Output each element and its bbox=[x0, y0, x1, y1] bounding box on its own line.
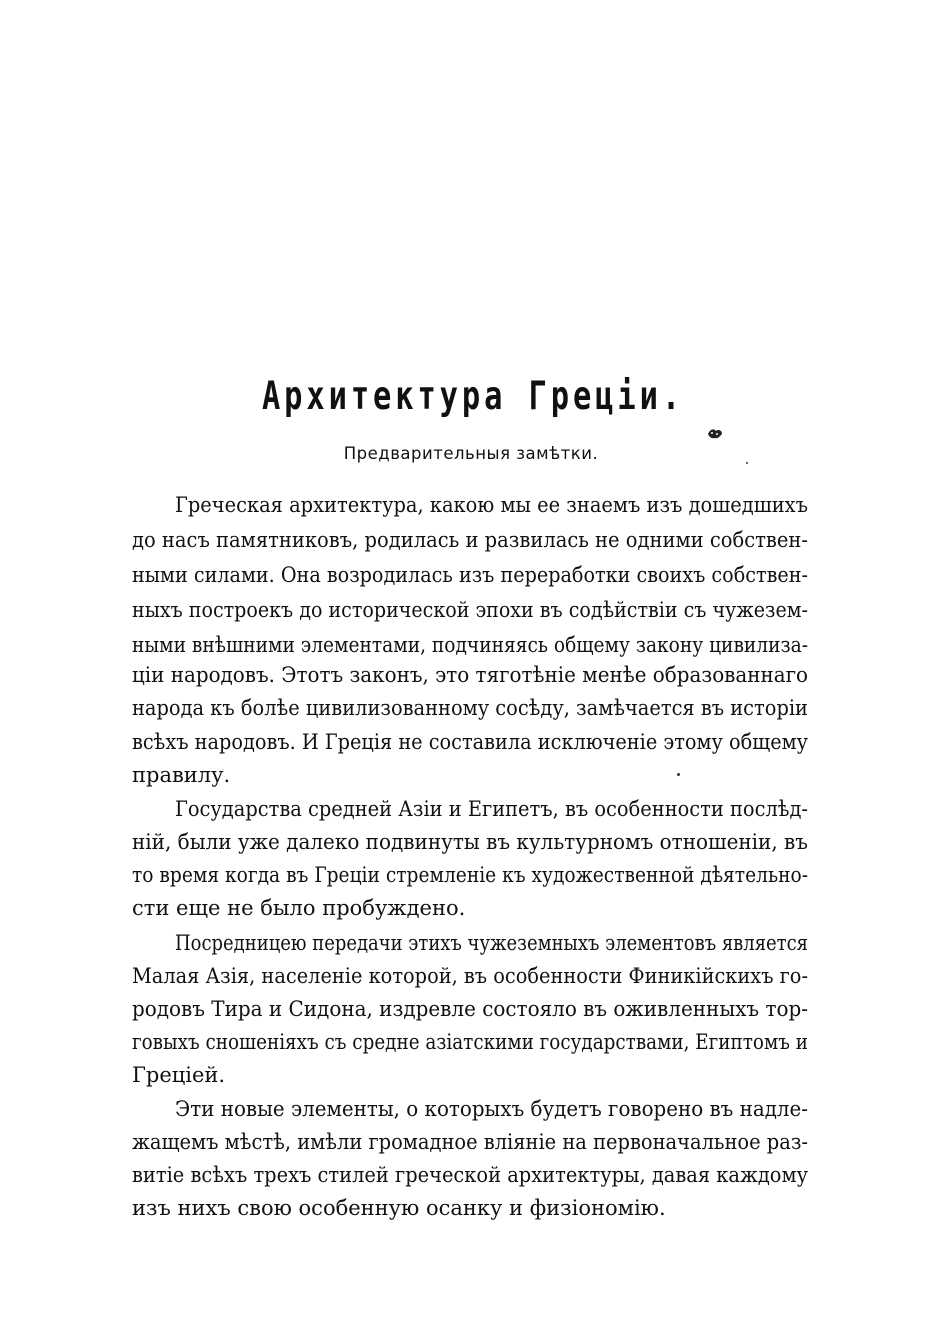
text-line: ній, были уже далеко подвинуты въ культурномъ отношеніи, въ bbox=[132, 830, 808, 854]
text-line: всѣхъ народовъ. И Греція не составила исключеніе этому общему bbox=[132, 730, 808, 754]
text-line: Посредницею передачи этихъ чужеземныхъ элементовъ является bbox=[175, 931, 808, 955]
text-line: Государства средней Азіи и Египетъ, въ особенности послѣд- bbox=[175, 797, 808, 821]
text-line: изъ нихъ свою особенную осанку и физіономію. bbox=[132, 1196, 666, 1220]
printer-ornament-icon bbox=[706, 427, 724, 441]
page-title: Архитектура Греціи. bbox=[261, 374, 685, 419]
text-line: ными внѣшними элементами, подчиняясь общему закону цивилиза- bbox=[132, 633, 808, 657]
text-line: ныхъ построекъ до исторической эпохи въ содѣйствіи съ чужезем- bbox=[132, 598, 808, 622]
text-line: сти еще не было пробуждено. bbox=[132, 896, 466, 920]
text-line: Греческая архитектура, какою мы ее знаемъ изъ дошедшихъ bbox=[175, 493, 808, 517]
text-line: Греціей. bbox=[132, 1063, 226, 1087]
text-line: то время когда въ Греціи стремленіе къ художественной дѣятельно- bbox=[132, 863, 808, 887]
text-line: Малая Азія, населеніе которой, въ особенности Финикійскихъ го- bbox=[132, 964, 808, 988]
text-line: народа къ болѣе цивилизованному сосѣду, замѣчается въ исторіи bbox=[132, 696, 808, 720]
text-line: Эти новые элементы, о которыхъ будетъ говорено въ надле- bbox=[175, 1097, 808, 1121]
text-line: родовъ Тира и Сидона, издревле состояло въ оживленныхъ тор- bbox=[132, 997, 808, 1021]
text-line: правилу. bbox=[132, 763, 231, 787]
text-line: ными силами. Она возродилась изъ переработки своихъ собствен- bbox=[132, 563, 808, 587]
page-subtitle: Предварительныя замѣтки. bbox=[343, 444, 599, 463]
text-line: говыхъ сношеніяхъ съ средне азіатскими государствами, Египтомъ и bbox=[132, 1030, 808, 1054]
text-line: жащемъ мѣстѣ, имѣли громадное вліяніе на первоначальное раз- bbox=[132, 1130, 808, 1154]
print-speck bbox=[746, 462, 748, 464]
text-line: витіе всѣхъ трехъ стилей греческой архитектуры, давая каждому bbox=[132, 1163, 808, 1187]
print-speck bbox=[677, 773, 680, 776]
text-line: до насъ памятниковъ, родилась и развилась не одними собствен- bbox=[132, 528, 808, 552]
text-line: ціи народовъ. Этотъ законъ, это тяготѣніе менѣе образованнаго bbox=[132, 663, 808, 687]
